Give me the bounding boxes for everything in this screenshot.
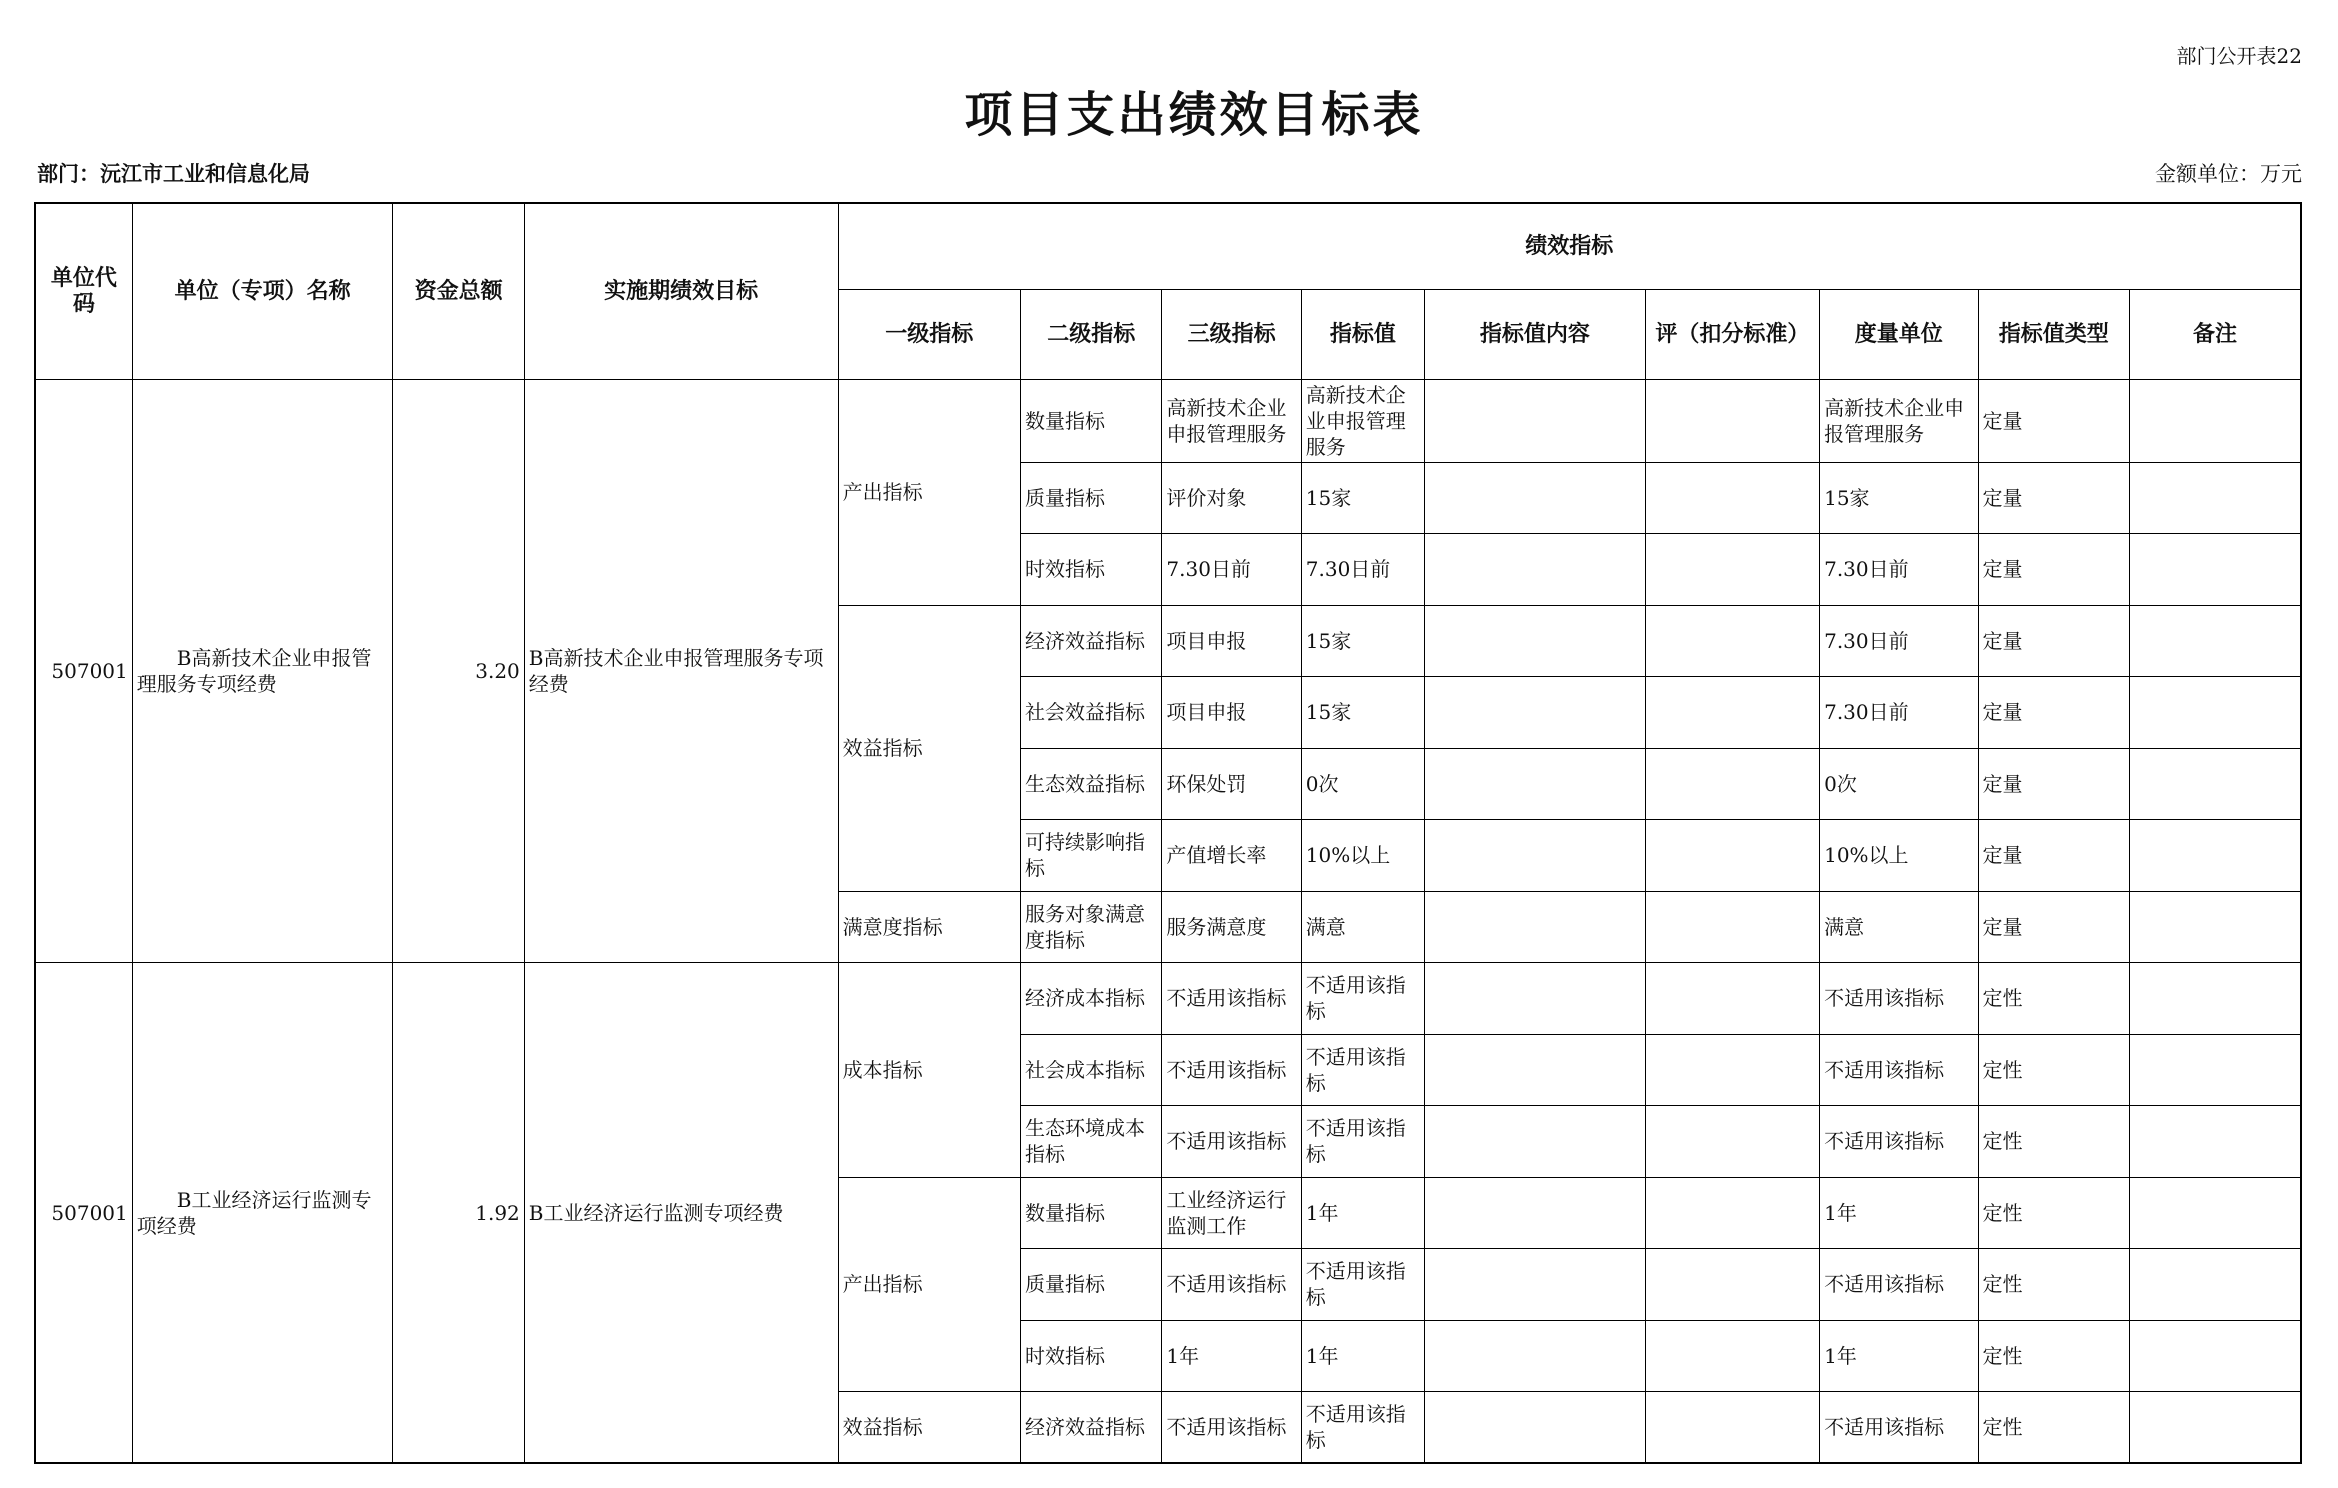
header-performance: 绩效指标: [838, 203, 2301, 289]
cell-level1: 效益指标: [838, 605, 1020, 891]
cell-level3: 服务满意度: [1162, 891, 1301, 963]
cell-note: [2129, 677, 2301, 749]
cell-eval: [1645, 748, 1819, 820]
cell-level3: 不适用该指标: [1162, 1392, 1301, 1464]
cell-eval: [1645, 534, 1819, 606]
cell-level3: 不适用该指标: [1162, 1106, 1301, 1178]
cell-value-type: 定性: [1978, 1392, 2129, 1464]
header-eval: 评（扣分标准）: [1645, 289, 1819, 379]
cell-note: [2129, 963, 2301, 1035]
cell-level3: 环保处罚: [1162, 748, 1301, 820]
cell-level2: 经济成本指标: [1021, 963, 1162, 1035]
cell-value: 0次: [1301, 748, 1424, 820]
cell-level3: 项目申报: [1162, 605, 1301, 677]
cell-eval: [1645, 963, 1819, 1035]
header-value-type: 指标值类型: [1978, 289, 2129, 379]
cell-value: 15家: [1301, 462, 1424, 534]
cell-eval: [1645, 462, 1819, 534]
cell-value: 不适用该指标: [1301, 963, 1424, 1035]
cell-value-type: 定性: [1978, 1034, 2129, 1106]
cell-note: [2129, 379, 2301, 462]
cell-note: [2129, 820, 2301, 892]
cell-measure: 7.30日前: [1820, 677, 1978, 749]
cell-content: [1425, 1106, 1646, 1178]
cell-level2: 服务对象满意度指标: [1021, 891, 1162, 963]
cell-measure: 1年: [1820, 1177, 1978, 1249]
cell-measure: 不适用该指标: [1820, 1249, 1978, 1321]
cell-value: 1年: [1301, 1177, 1424, 1249]
cell-note: [2129, 534, 2301, 606]
cell-eval: [1645, 820, 1819, 892]
cell-level3: 项目申报: [1162, 677, 1301, 749]
cell-measure: 不适用该指标: [1820, 963, 1978, 1035]
cell-measure: 满意: [1820, 891, 1978, 963]
cell-value-type: 定量: [1978, 891, 2129, 963]
sheet-number: 部门公开表22: [2176, 44, 2302, 68]
cell-measure: 7.30日前: [1820, 534, 1978, 606]
cell-value-type: 定性: [1978, 1320, 2129, 1392]
cell-level2: 数量指标: [1021, 1177, 1162, 1249]
cell-eval: [1645, 1320, 1819, 1392]
cell-code: 507001: [35, 963, 132, 1464]
cell-note: [2129, 1320, 2301, 1392]
cell-project-name: B高新技术企业申报管理服务专项经费: [132, 379, 393, 963]
cell-content: [1425, 677, 1646, 749]
cell-measure: 高新技术企业申报管理服务: [1820, 379, 1978, 462]
cell-level2: 生态环境成本指标: [1021, 1106, 1162, 1178]
cell-measure: 1年: [1820, 1320, 1978, 1392]
cell-note: [2129, 1034, 2301, 1106]
header-measure: 度量单位: [1820, 289, 1978, 379]
cell-project-name: B工业经济运行监测专项经费: [132, 963, 393, 1464]
cell-level1: 产出指标: [838, 379, 1020, 605]
cell-level2: 社会成本指标: [1021, 1034, 1162, 1106]
cell-value: 不适用该指标: [1301, 1034, 1424, 1106]
cell-level3: 工业经济运行监测工作: [1162, 1177, 1301, 1249]
cell-value: 不适用该指标: [1301, 1249, 1424, 1321]
cell-eval: [1645, 379, 1819, 462]
cell-value: 15家: [1301, 677, 1424, 749]
cell-content: [1425, 462, 1646, 534]
cell-goal: B工业经济运行监测专项经费: [524, 963, 838, 1464]
cell-content: [1425, 820, 1646, 892]
cell-level3: 7.30日前: [1162, 534, 1301, 606]
cell-level2: 经济效益指标: [1021, 1392, 1162, 1464]
cell-value-type: 定量: [1978, 605, 2129, 677]
cell-level2: 生态效益指标: [1021, 748, 1162, 820]
cell-level2: 时效指标: [1021, 534, 1162, 606]
cell-level2: 数量指标: [1021, 379, 1162, 462]
cell-eval: [1645, 1106, 1819, 1178]
header-note: 备注: [2129, 289, 2301, 379]
header-value: 指标值: [1301, 289, 1424, 379]
header-level1: 一级指标: [838, 289, 1020, 379]
cell-level3: 产值增长率: [1162, 820, 1301, 892]
cell-content: [1425, 1177, 1646, 1249]
cell-level2: 时效指标: [1021, 1320, 1162, 1392]
cell-content: [1425, 1034, 1646, 1106]
cell-value-type: 定性: [1978, 1249, 2129, 1321]
cell-eval: [1645, 677, 1819, 749]
cell-content: [1425, 748, 1646, 820]
cell-eval: [1645, 1392, 1819, 1464]
cell-value-type: 定量: [1978, 379, 2129, 462]
cell-value: 高新技术企业申报管理服务: [1301, 379, 1424, 462]
cell-measure: 10%以上: [1820, 820, 1978, 892]
cell-content: [1425, 891, 1646, 963]
cell-level3: 不适用该指标: [1162, 963, 1301, 1035]
cell-value: 不适用该指标: [1301, 1392, 1424, 1464]
cell-note: [2129, 1177, 2301, 1249]
cell-level2: 质量指标: [1021, 1249, 1162, 1321]
cell-code: 507001: [35, 379, 132, 963]
amount-unit-label: 金额单位：万元: [2155, 162, 2302, 186]
cell-content: [1425, 1320, 1646, 1392]
table-body: [35, 379, 2301, 1463]
cell-content: [1425, 1392, 1646, 1464]
cell-level3: 1年: [1162, 1320, 1301, 1392]
cell-note: [2129, 891, 2301, 963]
cell-level3: 高新技术企业申报管理服务: [1162, 379, 1301, 462]
cell-measure: 7.30日前: [1820, 605, 1978, 677]
cell-eval: [1645, 891, 1819, 963]
cell-goal: B高新技术企业申报管理服务专项经费: [524, 379, 838, 963]
page-title: 项目支出绩效目标表: [964, 87, 1424, 143]
cell-level2: 可持续影响指标: [1021, 820, 1162, 892]
cell-content: [1425, 534, 1646, 606]
cell-value: 满意: [1301, 891, 1424, 963]
cell-eval: [1645, 1177, 1819, 1249]
cell-level2: 经济效益指标: [1021, 605, 1162, 677]
cell-value: 10%以上: [1301, 820, 1424, 892]
cell-note: [2129, 748, 2301, 820]
cell-value-type: 定量: [1978, 820, 2129, 892]
cell-level1: 满意度指标: [838, 891, 1020, 963]
performance-table: [34, 202, 2302, 1464]
cell-value: 7.30日前: [1301, 534, 1424, 606]
header-level3: 三级指标: [1162, 289, 1301, 379]
header-content: 指标值内容: [1425, 289, 1646, 379]
cell-level1: 成本指标: [838, 963, 1020, 1178]
cell-content: [1425, 379, 1646, 462]
cell-value-type: 定量: [1978, 677, 2129, 749]
cell-eval: [1645, 605, 1819, 677]
department-label: 部门：沅江市工业和信息化局: [37, 161, 310, 186]
cell-value: 1年: [1301, 1320, 1424, 1392]
cell-value-type: 定性: [1978, 1177, 2129, 1249]
cell-eval: [1645, 1034, 1819, 1106]
cell-value-type: 定量: [1978, 534, 2129, 606]
cell-value-type: 定量: [1978, 462, 2129, 534]
cell-level2: 质量指标: [1021, 462, 1162, 534]
cell-note: [2129, 605, 2301, 677]
header-total: 资金总额: [393, 203, 524, 379]
cell-note: [2129, 1249, 2301, 1321]
cell-level3: 不适用该指标: [1162, 1034, 1301, 1106]
cell-level1: 产出指标: [838, 1177, 1020, 1392]
table-row: [35, 963, 2301, 1035]
cell-value: 15家: [1301, 605, 1424, 677]
cell-level3: 评价对象: [1162, 462, 1301, 534]
cell-level2: 社会效益指标: [1021, 677, 1162, 749]
cell-level3: 不适用该指标: [1162, 1249, 1301, 1321]
cell-note: [2129, 462, 2301, 534]
cell-level1: 效益指标: [838, 1392, 1020, 1464]
cell-content: [1425, 1249, 1646, 1321]
header-goal: 实施期绩效目标: [524, 203, 838, 379]
cell-measure: 不适用该指标: [1820, 1106, 1978, 1178]
cell-content: [1425, 605, 1646, 677]
cell-value-type: 定性: [1978, 1106, 2129, 1178]
header-name: 单位（专项）名称: [132, 203, 393, 379]
cell-note: [2129, 1106, 2301, 1178]
cell-value-type: 定量: [1978, 748, 2129, 820]
cell-measure: 0次: [1820, 748, 1978, 820]
cell-measure: 不适用该指标: [1820, 1392, 1978, 1464]
cell-value-type: 定性: [1978, 963, 2129, 1035]
header-level2: 二级指标: [1021, 289, 1162, 379]
cell-measure: 不适用该指标: [1820, 1034, 1978, 1106]
cell-measure: 15家: [1820, 462, 1978, 534]
cell-value: 不适用该指标: [1301, 1106, 1424, 1178]
cell-eval: [1645, 1249, 1819, 1321]
header-code: 单位代码: [35, 203, 132, 379]
cell-total: 3.20: [393, 379, 524, 963]
cell-total: 1.92: [393, 963, 524, 1464]
cell-content: [1425, 963, 1646, 1035]
table-row: [35, 379, 2301, 462]
cell-note: [2129, 1392, 2301, 1464]
